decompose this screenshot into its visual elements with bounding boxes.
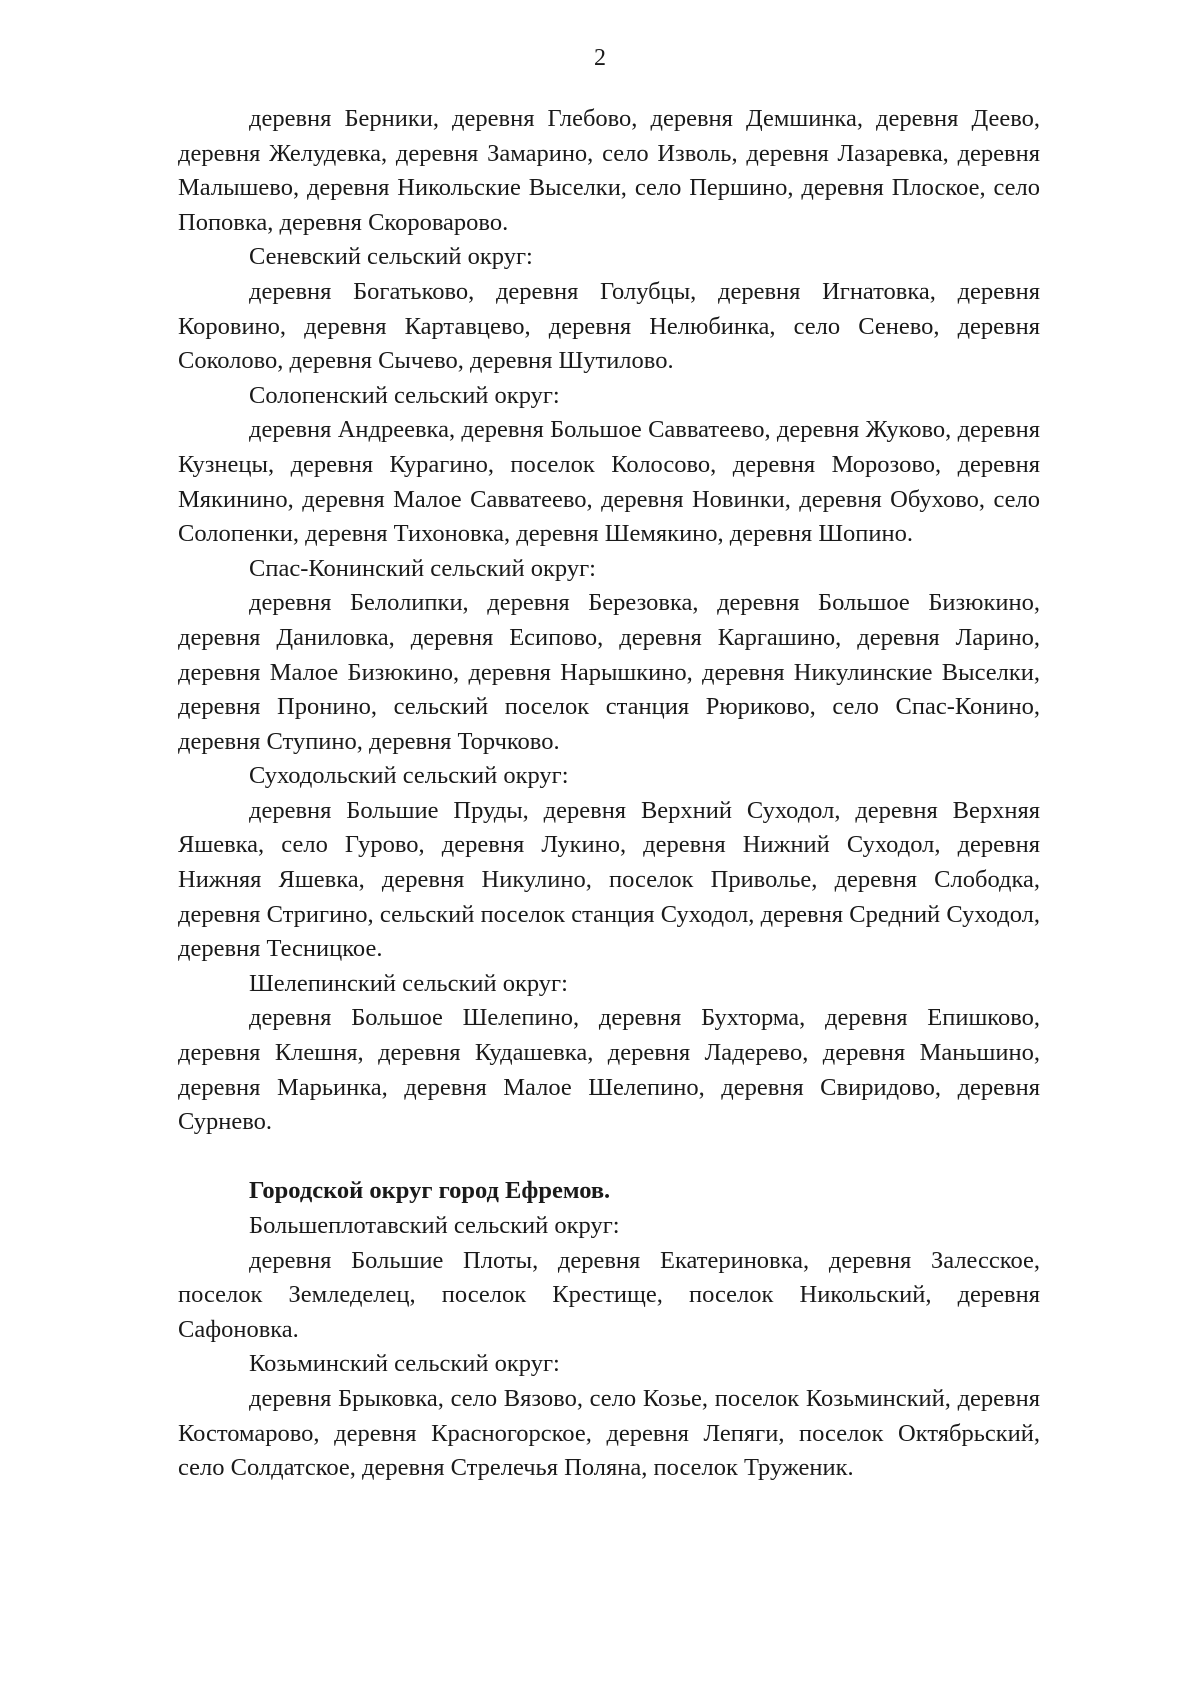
rural-district-title: Спас-Конинский сельский округ: [249,554,596,582]
settlement-list: деревня Большое Шелепино, деревня Бухторма, деревня Епишково, деревня Клешня, деревня Кудашевка, деревня Ладерево, деревня Маньшино, деревня Марьинка, деревня Малое Шелепино, деревня Свиридово, деревня Сурнево. [178,1004,1040,1136]
page-number: 2 [594,45,606,71]
settlement-list: деревня Богатьково, деревня Голубцы, деревня Игнатовка, деревня Коровино, деревня Картавцево, деревня Нелюбинка, село Сенево, деревня Соколово, деревня Сычево, деревня Шутилово. [178,277,1040,375]
settlement-list: деревня Берники, деревня Глебово, деревня Демшинка, деревня Деево, деревня Желудевка, деревня Замарино, село Изволь, деревня Лазаревка, деревня Малышево, деревня Никольские Выселки, село Першино, деревня Плоское, село Поповка, деревня Скороварово. [178,105,1040,236]
settlement-list: деревня Белолипки, деревня Березовка, деревня Большое Бизюкино, деревня Даниловка, деревня Есипово, деревня Каргашино, деревня Ларино, деревня Малое Бизюкино, деревня Нарышкино, деревня Никулинские Выселки, деревня Пронино, сельский поселок станция Рюриково, село Спас-Конино, деревня Ступино, деревня Торчково. [178,589,1040,755]
rural-district-title: Суходольский сельский округ: [249,762,569,790]
rural-district-title: Сеневский сельский округ: [249,243,533,271]
settlement-list: деревня Большие Пруды, деревня Верхний Суходол, деревня Верхняя Яшевка, село Гурово, деревня Лукино, деревня Нижний Суходол, деревня Нижняя Яшевка, деревня Никулино, поселок Приволье, деревня Слободка, деревня Стригино, сельский поселок станция Суходол, деревня Средний Суходол, деревня Тесницкое. [178,796,1040,963]
settlement-list: деревня Андреевка, деревня Большое Савватеево, деревня Жуково, деревня Кузнецы, деревня Курагино, поселок Колосово, деревня Морозово, деревня Мякинино, деревня Малое Савватеево, деревня Новинки, деревня Обухово, село Солопенки, деревня Тихоновка, деревня Шемякино, деревня Шопино. [178,416,1040,548]
city-district-heading: Городской округ город Ефремов. [249,1177,611,1205]
settlement-list: деревня Брыковка, село Вязово, село Козье, поселок Козьминский, деревня Костомарово, деревня Красногорское, деревня Лепяги, поселок Октябрьский, село Солдатское, деревня Стрелечья Поляна, поселок Труженик. [178,1384,1040,1482]
document-body [178,102,1040,1486]
rural-district-title: Шелепинский сельский округ: [249,969,568,997]
settlement-list: деревня Большие Плоты, деревня Екатериновка, деревня Залесское, поселок Земледелец, поселок Крестище, поселок Никольский, деревня Сафоновка. [178,1246,1040,1343]
rural-district-title: Солопенский сельский округ: [249,381,560,409]
rural-district-title: Большеплотавский сельский округ: [249,1212,620,1239]
rural-district-title: Козьминский сельский округ: [249,1350,560,1378]
